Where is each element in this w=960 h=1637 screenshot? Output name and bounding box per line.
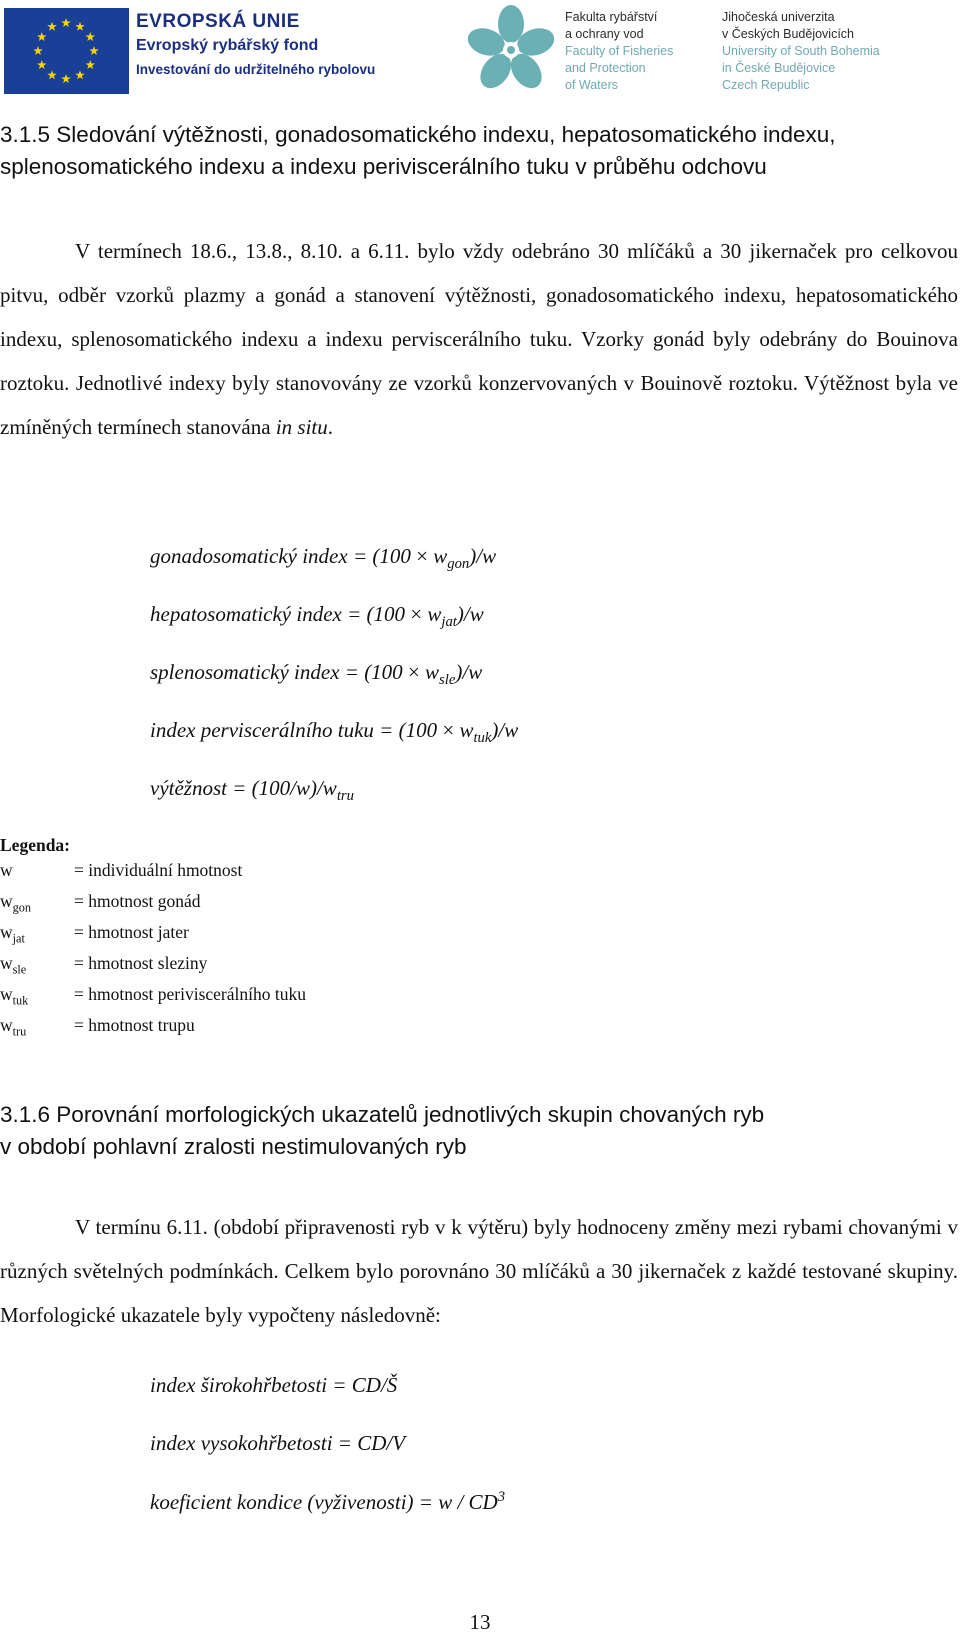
formula-sub: jat xyxy=(441,614,457,631)
eu-star-icon xyxy=(75,22,85,31)
page-number: 13 xyxy=(469,1610,491,1634)
formula-height-index xyxy=(150,1431,405,1456)
faculty-en-line2: and Protection xyxy=(565,61,646,75)
eu-logo-text xyxy=(136,10,375,82)
legend-var: w xyxy=(0,859,13,880)
formula-text: hepatosomatický index = (100 xyxy=(150,602,411,626)
paragraph-text: V termínech 18.6., 13.8., 8.10. a 6.11. bylo vždy odebráno 30 mlíčáků a 30 jikernaček pro celkovou pitvu, odběr vzorků plazmy a gonád a stanovení výtěžnosti, gonadosomatického indexu, hepatosomatického indexu, splenosomatického indexu a indexu perviscerálního tuku. Vzorky gonád byly odebrány do Bouinova roztoku. Jednotlivé indexy byly stanovovány ze vzorků konzervovaných v Bouinově roztoku. Výtěžnost byla ve zmíněných termínech stanována xyxy=(0,239,958,439)
university-en-line3: Czech Republic xyxy=(722,78,810,92)
formula-var: w xyxy=(419,660,440,684)
formula-condition-coefficient xyxy=(150,1489,505,1515)
eu-star-icon xyxy=(85,60,95,69)
formula-var: w xyxy=(427,544,448,568)
legend-symbol xyxy=(0,951,74,982)
university-cz-line2: v Českých Budějovicích xyxy=(722,27,855,41)
header-banner xyxy=(0,0,960,100)
times-symbol: × xyxy=(442,718,455,742)
legend-symbol xyxy=(0,920,74,951)
legend-desc: = hmotnost sleziny xyxy=(74,952,208,973)
legend-symbol xyxy=(0,982,74,1013)
legend-title: Legenda: xyxy=(0,835,70,855)
legend-desc: = hmotnost periviscerálního tuku xyxy=(74,983,306,1004)
faculty-cz-line2: a ochrany vod xyxy=(565,27,644,41)
legend-desc: = hmotnost jater xyxy=(74,921,189,942)
eu-title: EVROPSKÁ UNIE xyxy=(136,11,300,32)
legend-sub: tuk xyxy=(12,993,29,1007)
legend-var: w xyxy=(0,983,13,1004)
formula-text: index vysokohřbetosti = CD/V xyxy=(150,1431,406,1455)
legend-symbol xyxy=(0,858,74,889)
times-symbol: × xyxy=(416,544,428,568)
legend-desc: = hmotnost trupu xyxy=(74,1014,195,1035)
formula-text: )/w xyxy=(455,660,483,684)
paragraph-end: . xyxy=(327,415,333,439)
heading-line: splenosomatického indexu a indexu periviscerálního tuku v průběhu odchovu xyxy=(0,154,767,179)
heading-line: v období pohlavní zralosti nestimulovaných ryb xyxy=(0,1134,467,1159)
faculty-cz-line1: Fakulta rybářství xyxy=(565,10,658,24)
faculty-name xyxy=(565,9,673,94)
eu-star-icon xyxy=(75,70,85,79)
legend-sub: sle xyxy=(12,962,27,976)
formula-text: )/w xyxy=(469,544,497,568)
formula-text: gonadosomatický index = (100 xyxy=(150,544,417,568)
times-symbol: × xyxy=(410,602,423,626)
eu-star-icon xyxy=(85,32,95,41)
section1-paragraph xyxy=(0,229,958,449)
formula-sub: gon xyxy=(447,556,470,573)
legend-var: w xyxy=(0,921,13,942)
formula-text: )/w xyxy=(456,602,484,626)
eu-star-icon xyxy=(47,70,57,79)
eu-star-icon xyxy=(47,22,57,31)
heading-line: 3.1.6 Porovnání morfologických ukazatelů jednotlivých skupin chovaných ryb xyxy=(0,1102,765,1127)
faculty-en-line1: Faculty of Fisheries xyxy=(565,44,674,58)
legend-sub: jat xyxy=(12,931,25,945)
formula-text: koeficient kondice (vyživenosti) = w / CD xyxy=(150,1490,498,1514)
legend-var: w xyxy=(0,1014,13,1035)
legend-sub: gon xyxy=(12,900,32,914)
eu-star-icon xyxy=(61,74,71,83)
formula-text: index perviscerálního tuku = (100 xyxy=(150,718,443,742)
formula-splenosomatic xyxy=(150,660,482,689)
university-en-line2: in České Budějovice xyxy=(722,61,836,75)
formula-var: w xyxy=(422,602,442,626)
legend-row xyxy=(0,1013,306,1044)
legend-symbol xyxy=(0,1013,74,1044)
formula-gonadosomatic xyxy=(150,544,496,573)
eu-fund: Evropský rybářský fond xyxy=(136,37,319,54)
paragraph-italic: in situ xyxy=(275,415,328,439)
formula-width-index xyxy=(150,1373,397,1398)
formula-text: index širokohřbetosti = CD/Š xyxy=(150,1373,398,1397)
legend-var: w xyxy=(0,890,13,911)
formula-hepatosomatic xyxy=(150,602,484,631)
faculty-flower-logo xyxy=(468,4,554,94)
legend-row xyxy=(0,920,306,951)
formula-text: )/w xyxy=(491,718,519,742)
university-cz-line1: Jihočeská univerzita xyxy=(722,10,835,24)
legend-sub: tru xyxy=(12,1024,27,1038)
legend-symbol xyxy=(0,889,74,920)
formula-sup: 3 xyxy=(497,1489,506,1505)
section-heading-3-1-6 xyxy=(0,1099,764,1163)
eu-star-icon xyxy=(61,18,71,27)
paragraph-text: V termínu 6.11. (období připravenosti ryb v k výtěru) byly hodnoceny změny mezi rybami chovanými v různých světelných podmínkách. Celkem bylo porovnáno 30 mlíčáků a 30 jikernaček z každé testované skupiny. Morfologické ukazatele byly vypočteny následovně: xyxy=(0,1215,958,1327)
section-heading-3-1-5 xyxy=(0,119,836,183)
eu-slogan: Investování do udržitelného rybolovu xyxy=(136,62,376,77)
eu-stars-icon xyxy=(4,8,129,94)
heading-line: 3.1.5 Sledování výtěžnosti, gonadosomatického indexu, hepatosomatického indexu, xyxy=(0,122,836,147)
eu-star-icon xyxy=(33,46,43,55)
formula-sub: tru xyxy=(336,788,354,805)
legend-row xyxy=(0,889,306,920)
faculty-en-line3: of Waters xyxy=(565,78,619,92)
legend-row xyxy=(0,951,306,982)
legend-row xyxy=(0,982,306,1013)
legend-desc: = individuální hmotnost xyxy=(74,859,243,880)
eu-star-icon xyxy=(89,46,99,55)
eu-star-icon xyxy=(37,60,47,69)
formula-visceral-fat xyxy=(150,718,518,747)
eu-star-icon xyxy=(37,32,47,41)
formula-text: výtěžnost = (100/w)/w xyxy=(150,776,337,800)
legend-var: w xyxy=(0,952,13,973)
legend-row xyxy=(0,858,306,889)
legend-desc: = hmotnost gonád xyxy=(74,890,201,911)
university-name xyxy=(722,9,880,94)
formula-sub: sle xyxy=(439,672,456,689)
times-symbol: × xyxy=(407,660,420,684)
formula-yield xyxy=(150,776,354,805)
university-en-line1: University of South Bohemia xyxy=(722,44,880,58)
formula-sub: tuk xyxy=(473,730,492,747)
formula-text: splenosomatický index = (100 xyxy=(150,660,408,684)
eu-flag-logo xyxy=(4,8,129,94)
legend xyxy=(0,833,306,1044)
formula-var: w xyxy=(454,718,474,742)
section2-paragraph xyxy=(0,1205,958,1337)
